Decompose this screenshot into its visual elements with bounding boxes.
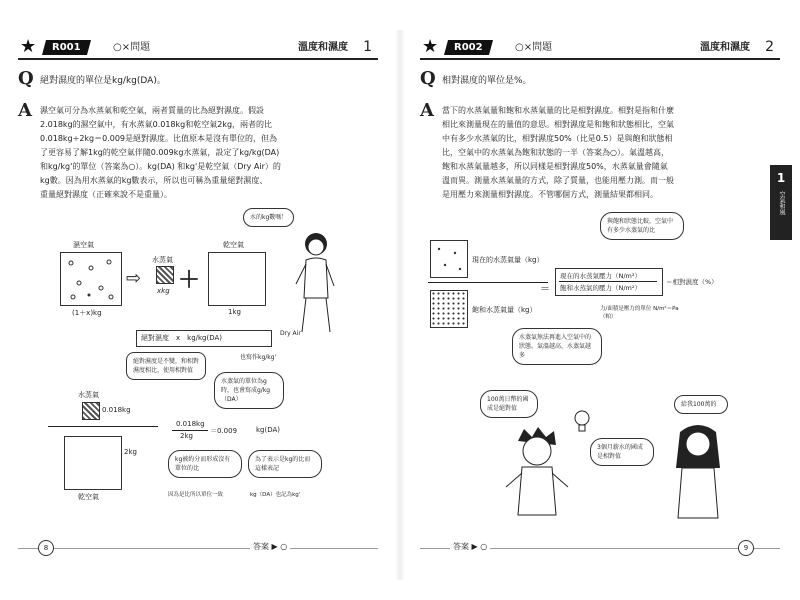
saturated-speech-bubble: 水蒸氣無法再進入空氣中的狀態。氣溫越高，水蒸氣越多 — [512, 328, 602, 365]
lightbulb-icon — [572, 408, 592, 438]
dry-air-label: 乾空氣 — [223, 241, 244, 249]
page-footer — [420, 540, 780, 560]
wet-air-box — [60, 252, 122, 306]
girl-illustration — [666, 422, 730, 522]
arrow-right-icon: ⇨ — [126, 268, 142, 289]
question-code-badge: R002 — [444, 40, 493, 55]
section-title: 溫度和濕度 — [700, 42, 750, 53]
boy-illustration — [502, 425, 572, 520]
vapor2-label: 水蒸氣 — [78, 391, 99, 399]
vapor-mass: xkg — [157, 287, 170, 295]
plus-sign: ＋ — [178, 268, 201, 293]
answer-line: 溫而異。測量水蒸氣量的方式，除了質量，也能用壓力測。而一般 — [442, 176, 674, 185]
answer-line: 重量絕對濕度（正確來說不是重量）。 — [40, 190, 172, 199]
vapor2-box — [82, 402, 100, 420]
header-rule — [18, 58, 378, 60]
pressure-unit-note: 力/面積是壓力的單位 N/m²＝Pa（帕） — [600, 306, 679, 320]
dry-air2-label: 乾空氣 — [78, 493, 99, 501]
ratio-speech-bubble: kg被約分而形成沒有單位的比 — [168, 450, 242, 478]
unit-speech-bubble: 水蒸氣的單位為g時，也會寫成g/kg（DA） — [214, 372, 284, 409]
answer-line: 0.018kg÷2kg＝0.009是絕對濕度。比值原本是沒有單位的，但為 — [40, 134, 278, 143]
footer-page-number: 8 — [38, 540, 54, 556]
header-page-number: 2 — [765, 39, 774, 55]
answer-line: 濕空氣可分為水蒸氣和乾空氣，兩者質量的比為絕對濕度。假設 — [40, 106, 264, 115]
girl-speech-bubble-1: 給我100萬的 — [674, 395, 728, 414]
boy-speech-bubble: 100萬日幣的國成是絕對值 — [480, 390, 538, 418]
answer-line: 是用壓力來測量相對濕度。不管哪個方式，測量結果都相同。 — [442, 190, 658, 199]
vapor-box — [156, 266, 174, 284]
answer-line: 中有多少水蒸氣的比，相對濕度50%（比是0.5）是與飽和狀態相 — [442, 134, 673, 143]
kg-speech-bubble: 為了表示是kg的比而這樣表記 — [248, 450, 322, 478]
star-icon: ★ — [20, 36, 37, 57]
dry-air-note: Dry Air — [280, 330, 301, 337]
dry-air-mass: 1kg — [228, 308, 241, 316]
current-vapor-label: 現在的水蒸氣量（kg） — [472, 256, 544, 264]
footer-page-number: 9 — [738, 540, 754, 556]
answer-line: 了更容易了解1kg的乾空氣伴隨0.009kg水蒸氣，設定了kg/kg(DA) — [40, 148, 280, 157]
main-fraction-bar — [428, 282, 548, 283]
kg-da-unit: kg(DA) — [256, 426, 281, 434]
fraction-numerator: 0.018kg — [176, 420, 205, 428]
question-text: 絕對濕度的單位是kg/kg(DA)。 — [40, 76, 166, 86]
question-code-badge: R001 — [42, 40, 91, 55]
header-page-number: 1 — [363, 39, 372, 55]
sparse-dots-icon — [431, 241, 467, 277]
left-page — [18, 0, 378, 600]
left-note-bubble: 絕對濕度是不變，和相對濕度相比，使用相對值 — [126, 352, 206, 380]
fraction-denominator: 2kg — [180, 432, 193, 440]
vapor2-mass: 0.018kg — [102, 406, 131, 414]
dots-icon — [61, 253, 121, 305]
fraction-line — [172, 430, 208, 431]
answer-text — [442, 104, 760, 202]
question-type: ○×問題 — [515, 42, 553, 53]
section-title: 溫度和濕度 — [298, 42, 348, 53]
question-text: 相對濕度的單位是%。 — [442, 76, 532, 86]
pressure-fraction-box — [555, 268, 663, 296]
girl-speech-bubble-2: 3個月薪水的國成是相對值 — [590, 438, 654, 466]
kg-prime-note: 也寫作kg/kg' — [240, 354, 277, 361]
saturated-vapor-box — [430, 290, 468, 328]
top-speech-bubble: 與飽和狀態比較，空氣中有多少水蒸氣的比 — [600, 212, 684, 240]
answer-mark: A — [420, 100, 434, 121]
page-header — [18, 38, 378, 58]
answer-line: 和kg/kg'的單位（答案為○）。kg(DA) 和kg'是乾空氣（Dry Air）的 — [40, 162, 281, 171]
answer-indicator: 答案 ▶ ○ — [250, 540, 290, 554]
ratio-note: 因為是比所以單位一致 — [168, 492, 224, 498]
dry-air2-mass: 2kg — [124, 448, 137, 456]
chapter-side-tab — [770, 165, 792, 240]
relative-humidity-result: ＝相對濕度（%） — [666, 278, 718, 286]
pressure-fraction-line — [559, 281, 657, 282]
dry-air-box — [208, 252, 266, 306]
vapor-label: 水蒸氣 — [152, 256, 173, 264]
chapter-number: 1 — [776, 171, 786, 185]
question-mark: Q — [420, 68, 436, 89]
answer-line: 相比來測量現在的量值的意思。相對濕度是和飽和狀態相比，空氣 — [442, 120, 674, 129]
equals-value: ＝0.009 — [210, 427, 238, 435]
header-rule — [420, 58, 780, 60]
girl-speech-bubble: 水的kg數嗎！ — [243, 208, 294, 227]
fraction-bar — [48, 426, 158, 427]
question-mark: Q — [18, 68, 34, 89]
chapter-title: 空氣和風 — [778, 191, 785, 215]
girl-illustration — [288, 228, 348, 338]
pressure-denominator: 飽和水蒸氣的壓力（N/m²） — [560, 284, 641, 292]
footer-rule — [18, 548, 378, 549]
page-header — [420, 38, 780, 58]
question-type: ○×問題 — [113, 42, 151, 53]
kg-note: kg（DA）也記為kg' — [250, 492, 301, 498]
answer-line: 當下的水蒸氣量和飽和水蒸氣量的比是相對濕度。相對是指和什麼 — [442, 106, 674, 115]
wet-air-mass: (1＋x)kg — [72, 309, 102, 317]
absolute-humidity-formula-box: 絕對濕度 x kg/kg(DA) — [136, 330, 272, 347]
answer-text — [40, 104, 358, 202]
answer-line: 飽和水蒸氣量越多，所以同樣是相對濕度50%，水蒸氣量會隨氣 — [442, 162, 668, 171]
wet-air-label: 濕空氣 — [73, 241, 94, 249]
saturated-vapor-label: 飽和水蒸氣量（kg） — [472, 306, 537, 314]
equals-sign: ＝ — [540, 284, 550, 295]
right-page — [420, 0, 780, 600]
answer-line: kg數。因為用水蒸氣的kg數表示，所以也可稱為重量絕對濕度、 — [40, 176, 268, 185]
answer-line: 比，空氣中的水蒸氣為飽和狀態的一半（答案為○）。氣溫越高， — [442, 148, 669, 157]
pressure-numerator: 現在的水蒸氣壓力（N/m²） — [560, 272, 641, 280]
book-gutter — [395, 30, 405, 580]
star-icon: ★ — [422, 36, 439, 57]
answer-mark: A — [18, 100, 32, 121]
dry-air2-box — [64, 436, 122, 490]
answer-indicator: 答案 ▶ ○ — [450, 540, 490, 554]
page-footer — [18, 540, 378, 560]
current-vapor-box — [430, 240, 468, 278]
answer-line: 2.018kg的濕空氣中，有水蒸氣0.018kg和乾空氣2kg，兩者的比 — [40, 120, 273, 129]
